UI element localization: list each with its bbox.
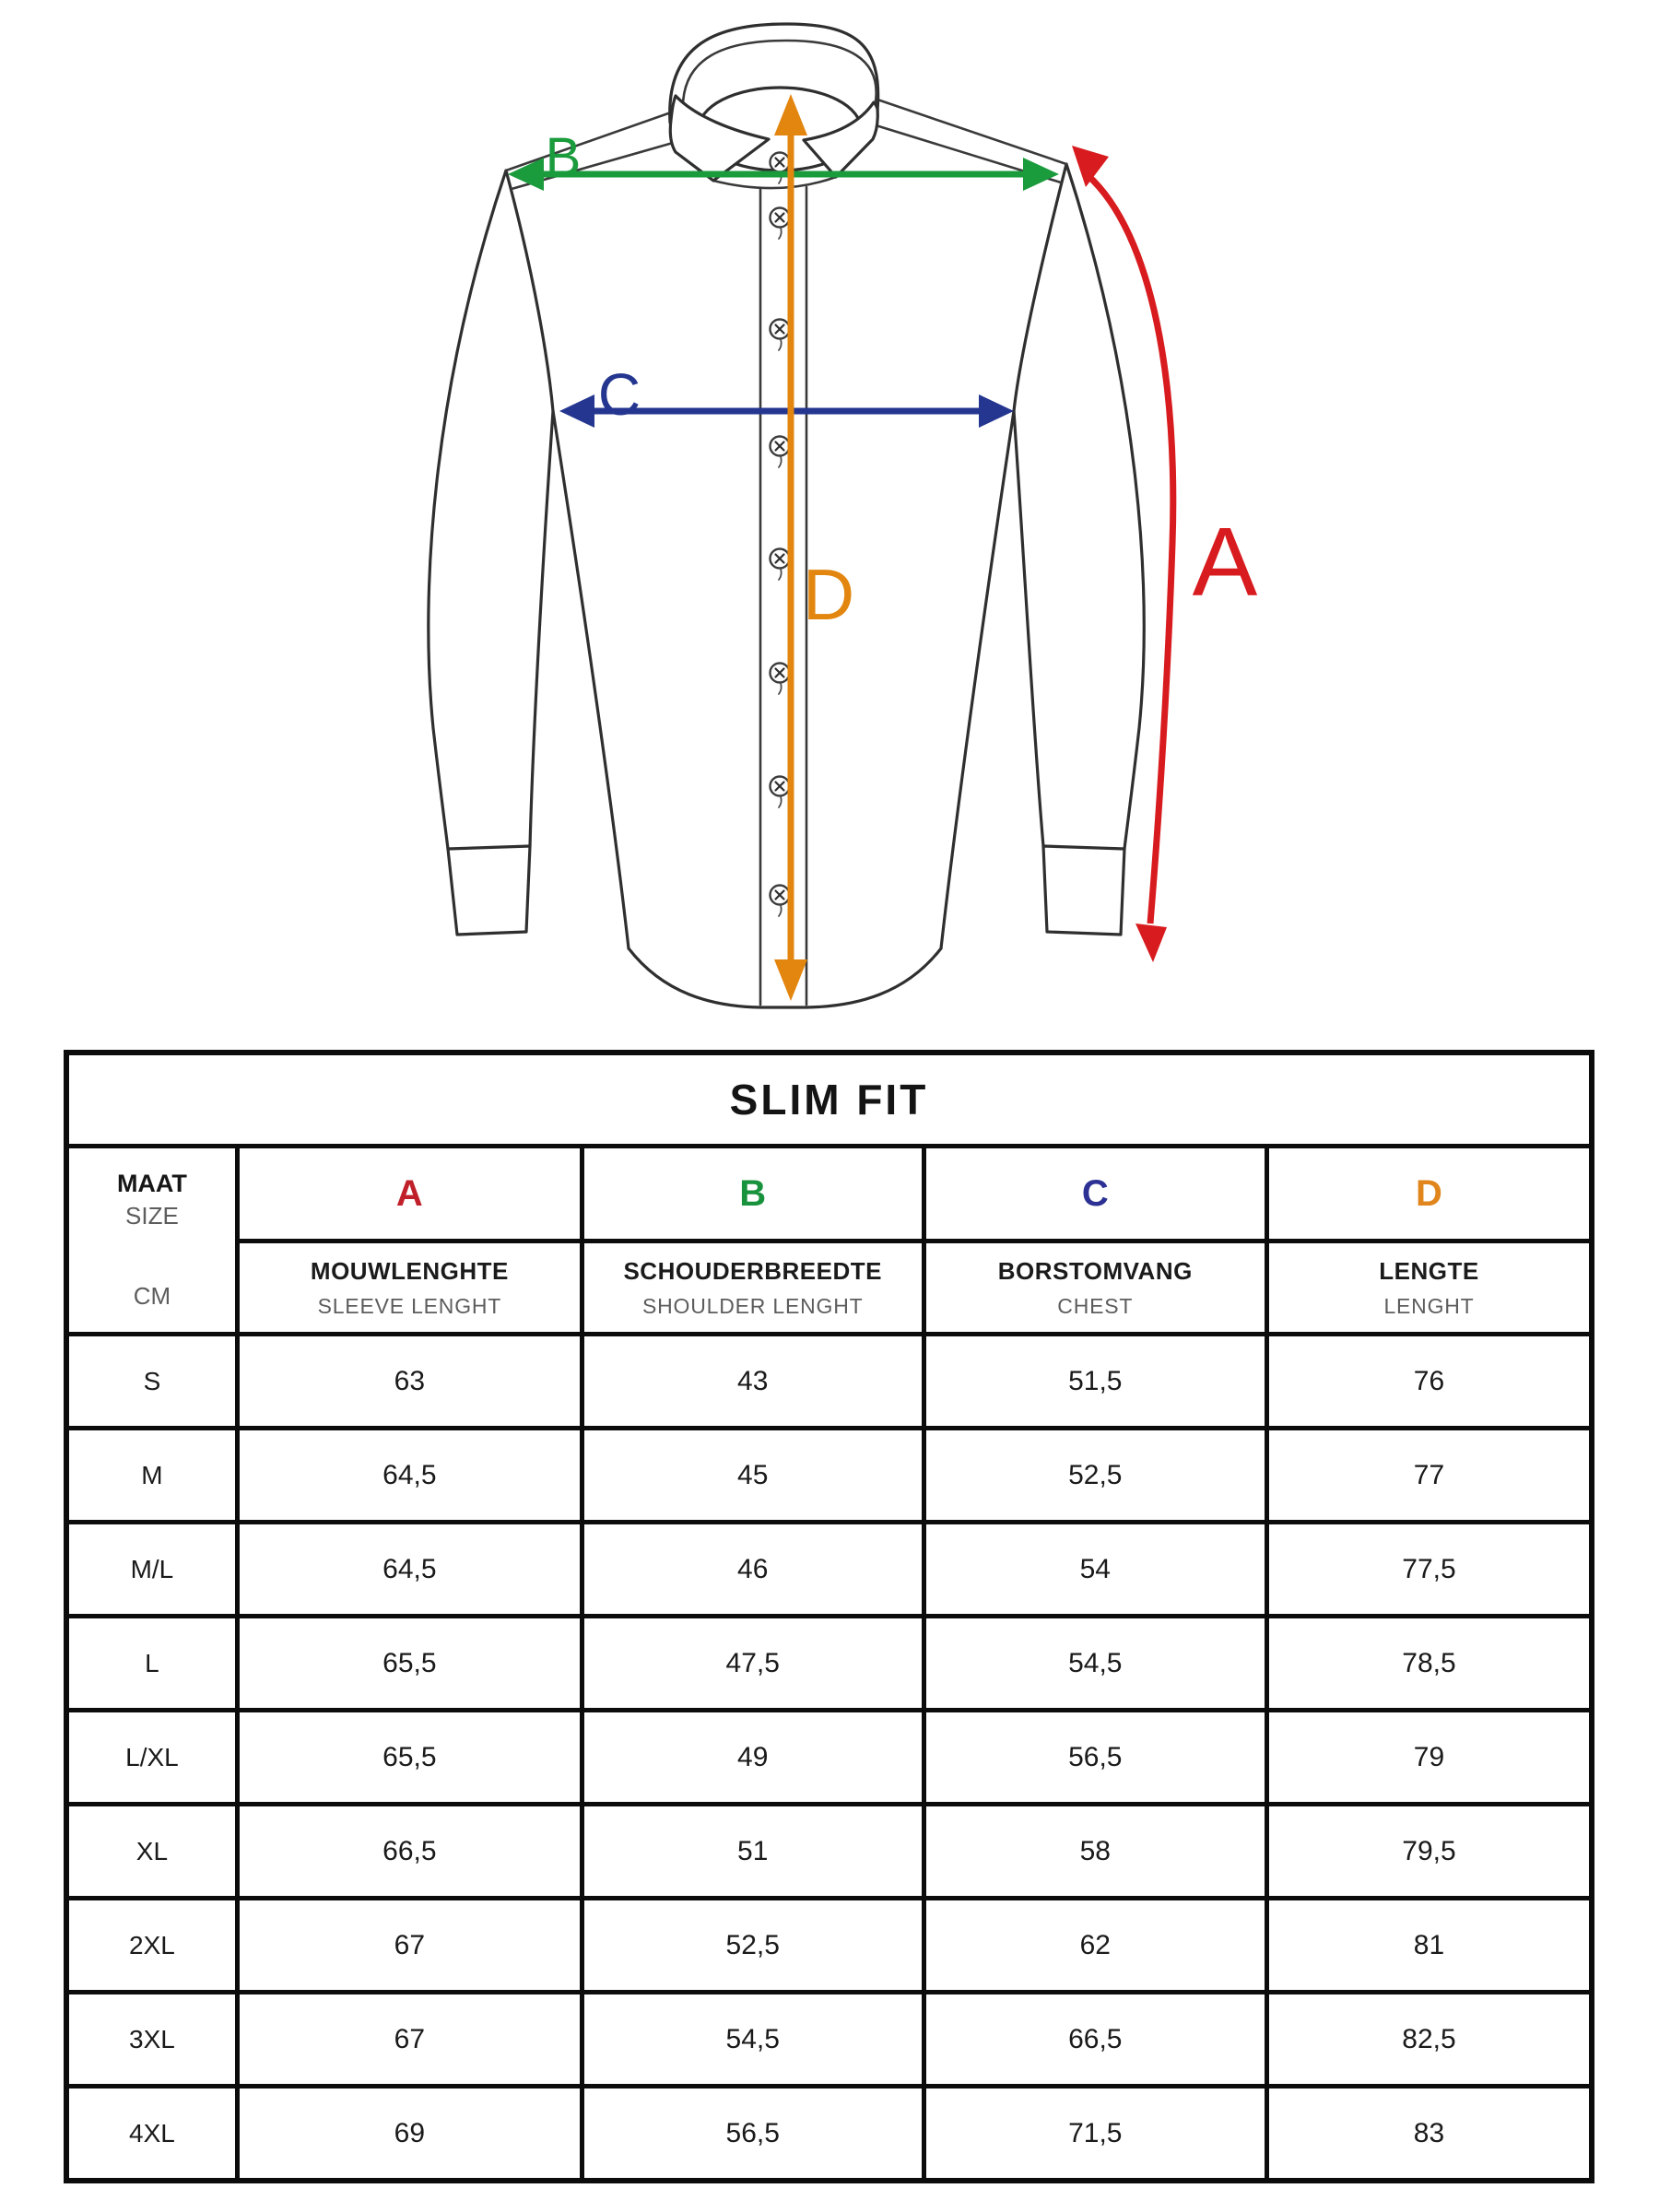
measure-label-d: D — [802, 554, 855, 635]
row-value-b: 47,5 — [582, 1617, 924, 1711]
shirt-button — [771, 886, 790, 917]
size-table — [64, 1050, 1594, 2183]
row-value-d: 77 — [1266, 1429, 1592, 1523]
shirt-button — [771, 208, 790, 240]
table-title-row — [66, 1053, 1592, 1147]
row-value-b: 56,5 — [582, 2087, 924, 2182]
column-letter-c: C — [1081, 1172, 1109, 1214]
row-value-a: 65,5 — [237, 1617, 582, 1711]
cm-label: CM — [133, 1282, 171, 1310]
row-value-b: 52,5 — [582, 1899, 924, 1993]
measure-a-arrowhead-top — [1072, 146, 1109, 187]
row-size: XL — [66, 1805, 237, 1899]
shirt-button — [771, 664, 790, 695]
column-label-d — [1266, 1241, 1592, 1335]
column-header-b — [582, 1147, 924, 1241]
right-cuff — [1043, 846, 1124, 935]
measure-label-a: A — [1192, 508, 1258, 617]
row-value-c: 54,5 — [924, 1617, 1266, 1711]
row-value-c: 62 — [924, 1899, 1266, 1993]
row-value-d: 76 — [1266, 1335, 1592, 1429]
left-sleeve-inner-line — [530, 411, 553, 846]
row-value-a: 66,5 — [237, 1805, 582, 1899]
row-value-a: 63 — [237, 1335, 582, 1429]
right-armhole-line — [1014, 164, 1066, 411]
column-letter-d: D — [1416, 1172, 1442, 1214]
table-row — [66, 1335, 1592, 1429]
left-sleeve-outer-line — [429, 171, 506, 849]
row-size: M — [66, 1429, 237, 1523]
measure-label-c: C — [597, 361, 641, 428]
table-row — [66, 1429, 1592, 1523]
row-value-d: 79,5 — [1266, 1805, 1592, 1899]
size-unit-cell — [66, 1147, 237, 1335]
measure-label-b: B — [545, 127, 582, 187]
row-value-b: 46 — [582, 1523, 924, 1617]
measure-arrow-c — [559, 361, 1014, 428]
left-shoulder-seam — [506, 112, 671, 171]
row-value-c: 66,5 — [924, 1993, 1266, 2087]
row-size: L — [66, 1617, 237, 1711]
measure-a-arrowhead-bottom — [1135, 924, 1167, 962]
shirt-button — [771, 549, 790, 581]
column-label-b — [582, 1241, 924, 1335]
measure-arrow-a — [1072, 146, 1258, 962]
column-label-b-nl: SCHOUDERBREEDTE — [623, 1256, 882, 1285]
column-header-c — [924, 1147, 1266, 1241]
table-title-cell — [66, 1053, 1592, 1147]
column-label-a — [237, 1241, 582, 1335]
table-row — [66, 1805, 1592, 1899]
row-value-a: 64,5 — [237, 1429, 582, 1523]
column-label-a-en: SLEEVE LENGHT — [317, 1293, 502, 1318]
measure-arrow-d — [774, 94, 854, 1001]
column-label-c-nl: BORSTOMVANG — [997, 1256, 1193, 1285]
left-armhole-line — [506, 171, 553, 411]
row-value-c: 52,5 — [924, 1429, 1266, 1523]
shirt-button — [771, 777, 790, 808]
row-value-c: 51,5 — [924, 1335, 1266, 1429]
left-cuff — [448, 846, 530, 935]
measure-b-arrowhead-right — [1023, 158, 1059, 191]
measure-c-arrowhead-right — [979, 394, 1014, 428]
table-row — [66, 1523, 1592, 1617]
table-label-header-row — [66, 1241, 1592, 1335]
row-value-c: 54 — [924, 1523, 1266, 1617]
row-size: L/XL — [66, 1711, 237, 1805]
row-value-d: 81 — [1266, 1899, 1592, 1993]
button-placket — [771, 153, 790, 917]
row-value-d: 83 — [1266, 2087, 1592, 2182]
row-value-d: 77,5 — [1266, 1523, 1592, 1617]
row-size: S — [66, 1335, 237, 1429]
row-value-c: 58 — [924, 1805, 1266, 1899]
table-row — [66, 1899, 1592, 1993]
row-value-b: 43 — [582, 1335, 924, 1429]
right-sleeve-outer-line — [1066, 164, 1144, 849]
column-header-d — [1266, 1147, 1592, 1241]
row-value-a: 69 — [237, 2087, 582, 2182]
row-value-d: 82,5 — [1266, 1993, 1592, 2087]
size-label: SIZE — [125, 1202, 179, 1230]
row-value-b: 45 — [582, 1429, 924, 1523]
column-label-a-nl: MOUWLENGHTE — [310, 1256, 509, 1285]
collar-stand-arc — [713, 177, 836, 188]
row-value-a: 64,5 — [237, 1523, 582, 1617]
table-row — [66, 1617, 1592, 1711]
right-body-side-line — [941, 411, 1014, 948]
left-body-side-line — [553, 411, 629, 948]
shirt-button — [771, 153, 790, 184]
table-letter-header-row — [66, 1147, 1592, 1241]
row-size: 2XL — [66, 1899, 237, 1993]
column-letter-b: B — [739, 1172, 767, 1214]
row-size: 3XL — [66, 1993, 237, 2087]
column-label-c — [924, 1241, 1266, 1335]
row-value-b: 54,5 — [582, 1993, 924, 2087]
table-row — [66, 1993, 1592, 2087]
column-label-d-nl: LENGTE — [1379, 1256, 1479, 1285]
column-header-a — [237, 1147, 582, 1241]
fit-title: SLIM FIT — [729, 1076, 929, 1124]
right-sleeve-inner-line — [1014, 411, 1043, 846]
row-size: M/L — [66, 1523, 237, 1617]
row-value-a: 67 — [237, 1993, 582, 2087]
column-label-d-en: LENGHT — [1383, 1293, 1475, 1318]
row-value-b: 51 — [582, 1805, 924, 1899]
row-value-c: 71,5 — [924, 2087, 1266, 2182]
row-size: 4XL — [66, 2087, 237, 2182]
row-value-a: 65,5 — [237, 1711, 582, 1805]
column-letter-a: A — [395, 1172, 423, 1214]
shirt-measurement-diagram — [0, 0, 1659, 1046]
row-value-d: 79 — [1266, 1711, 1592, 1805]
measure-d-arrowhead-bottom — [774, 959, 807, 1001]
column-label-b-en: SHOULDER LENGHT — [641, 1293, 864, 1318]
row-value-d: 78,5 — [1266, 1617, 1592, 1711]
shirt-button — [771, 320, 790, 351]
maat-label: MAAT — [116, 1170, 187, 1197]
row-value-b: 49 — [582, 1711, 924, 1805]
row-value-a: 67 — [237, 1899, 582, 1993]
shirt-button — [771, 437, 790, 468]
row-value-c: 56,5 — [924, 1711, 1266, 1805]
table-row — [66, 2087, 1592, 2182]
measure-c-arrowhead-left — [559, 394, 594, 428]
column-label-c-en: CHEST — [1057, 1293, 1134, 1318]
table-row — [66, 1711, 1592, 1805]
